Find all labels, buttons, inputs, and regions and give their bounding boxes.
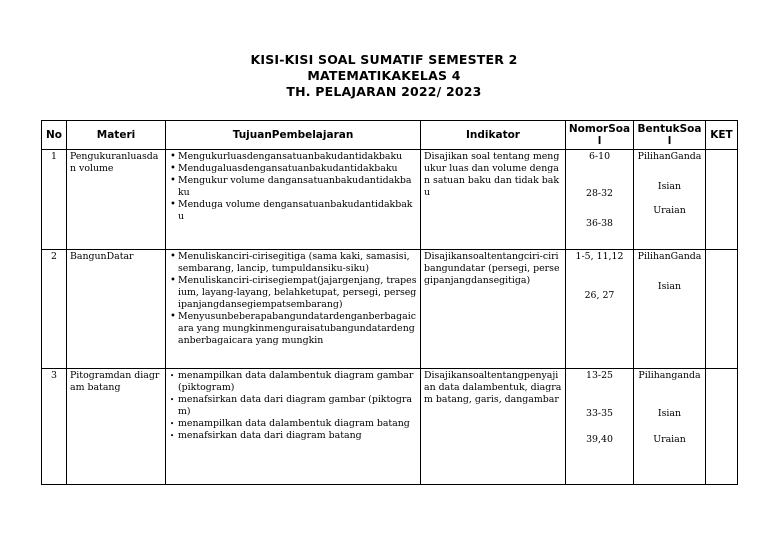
header-row xyxy=(42,121,738,150)
row-materi: BangunDatar xyxy=(67,250,166,369)
row-materi: Pitogramdan diagram batang xyxy=(67,369,166,485)
row-nomor-soal xyxy=(566,369,634,485)
row-bentuk-soal xyxy=(634,150,706,250)
header-materi: Materi xyxy=(67,121,166,150)
row-nomor-soal xyxy=(566,150,634,250)
table-row xyxy=(42,250,738,369)
table-row xyxy=(42,150,738,250)
row-no: 2 xyxy=(42,250,67,369)
nomor-item: 6-10 xyxy=(588,151,611,162)
row-no: 1 xyxy=(42,150,67,250)
header-nomor-soal: NomorSoal xyxy=(566,121,634,150)
row-bentuk-soal xyxy=(634,369,706,485)
tujuan-item: • Menuliskanciri-cirisegitiga (sama kaki, samasisi, sembarang, lancip, tumpuldansiku-siku) xyxy=(178,251,417,275)
tujuan-item: • menampilkan data dalambentuk diagram batang xyxy=(178,418,417,430)
tujuan-item: • Menyusunbeberapabangundatardenganberbagaicara yang mungkinmenguraisatubangundatardenganberbagaicara yang mungkin xyxy=(178,311,417,347)
header-bentuk-soal: BentukSoal xyxy=(634,121,706,150)
header-no: No xyxy=(42,121,67,150)
tujuan-item: • Menuliskanciri-cirisegiempat(jajargenjang, trapesium, layang-layang, belahketupat, persegi, persegipanjangdansegiempatsembarang) xyxy=(178,275,417,311)
doc-title-line3: TH. PELAJARAN 2022/ 2023 xyxy=(286,84,482,99)
kisi-kisi-table xyxy=(41,120,738,485)
tujuan-item: • menafsirkan data dari diagram gambar (piktogram) xyxy=(178,394,417,418)
bentuk-item: Pilihanganda xyxy=(638,370,701,381)
doc-title-line1: KISI-KISI SOAL SUMATIF SEMESTER 2 xyxy=(250,52,518,67)
row-tujuan xyxy=(166,369,421,485)
tujuan-item: • menampilkan data dalambentuk diagram gambar (piktogram) xyxy=(178,370,417,394)
header-indikator: Indikator xyxy=(421,121,566,150)
row-indikator: Disajikan soal tentang mengukur luas dan volume dengan satuan baku dan tidak baku xyxy=(421,150,566,250)
row-ket xyxy=(706,369,738,485)
bentuk-item: PilihanGanda xyxy=(637,151,702,162)
row-materi: Pengukuranluasdan volume xyxy=(67,150,166,250)
tujuan-item: • Menduga volume dengansatuanbakudantidakbaku xyxy=(178,199,417,223)
row-ket xyxy=(706,250,738,369)
row-nomor-soal xyxy=(566,250,634,369)
bentuk-item: PilihanGanda xyxy=(637,251,702,262)
nomor-item: 26, 27 xyxy=(584,290,615,301)
bentuk-item: Isian xyxy=(657,408,682,419)
nomor-item: 39,40 xyxy=(586,434,613,445)
row-indikator: Disajikansoaltentangciri-ciribangundatar (persegi, persegipanjangdansegitiga) xyxy=(421,250,566,369)
header-ket: KET xyxy=(706,121,738,150)
nomor-item: 33-35 xyxy=(585,408,614,419)
row-no: 3 xyxy=(42,369,67,485)
nomor-item: 1-5, 11,12 xyxy=(575,251,624,262)
tujuan-item: • Mendugaluasdengansatuanbakudantidakbaku xyxy=(178,163,417,175)
row-tujuan xyxy=(166,250,421,369)
row-ket xyxy=(706,150,738,250)
bentuk-item: Isian xyxy=(657,181,682,192)
nomor-item: 13-25 xyxy=(585,370,614,381)
tujuan-item: • Mengukur volume dangansatuanbakudantidakbaku xyxy=(178,175,417,199)
row-indikator: Disajikansoaltentangpenyajian data dalambentuk, diagram batang, garis, dangambar xyxy=(421,369,566,485)
tujuan-item: • Mengukurluasdengansatuanbakudantidakbaku xyxy=(178,151,417,163)
bentuk-item: Uraian xyxy=(653,434,686,445)
doc-title-line2: MATEMATIKAKELAS 4 xyxy=(307,68,461,83)
nomor-item: 36-38 xyxy=(585,218,614,229)
bentuk-item: Isian xyxy=(657,281,682,292)
header-tujuan: TujuanPembelajaran xyxy=(166,121,421,150)
nomor-item: 28-32 xyxy=(585,188,614,199)
table-row xyxy=(42,369,738,485)
row-bentuk-soal xyxy=(634,250,706,369)
tujuan-item: • menafsirkan data dari diagram batang xyxy=(178,430,417,442)
row-tujuan xyxy=(166,150,421,250)
bentuk-item: Uraian xyxy=(653,205,686,216)
